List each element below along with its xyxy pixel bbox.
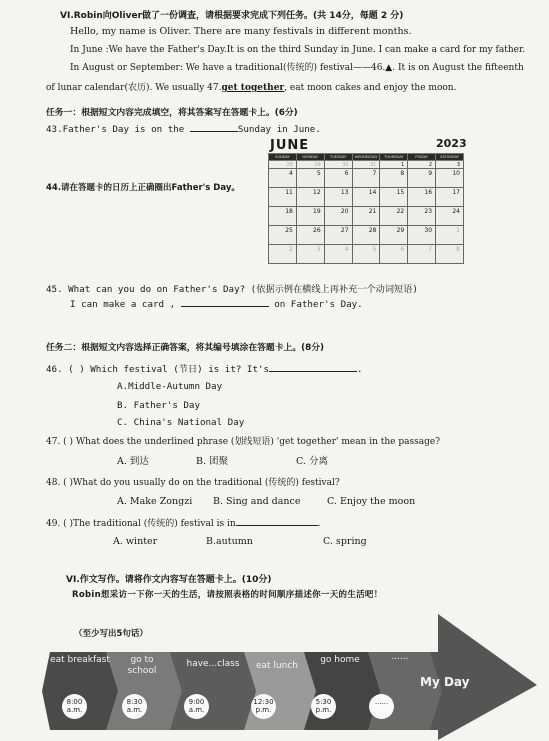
question-49: 49. ( )The traditional (传统的) festival is in . <box>46 516 321 530</box>
calendar-day[interactable]: 6 <box>380 245 408 264</box>
weekday-header: FRIDAY <box>408 154 436 161</box>
option-46-b[interactable]: B. Father's Day <box>117 400 200 411</box>
calendar-day[interactable]: 13 <box>324 188 352 207</box>
calendar-day[interactable]: 30 <box>408 226 436 245</box>
option-48-b[interactable]: B. Sing and dance <box>213 496 301 507</box>
calendar-day[interactable]: 17 <box>436 188 464 207</box>
weekday-header: WEDNESDAY <box>352 154 380 161</box>
option-46-a[interactable]: A.Middle-Autumn Day <box>117 381 223 392</box>
option-49-b[interactable]: B.autumn <box>206 536 253 547</box>
question-47: 47. ( ) What does the underlined phrase (划线短语) 'get together' mean in the passage? <box>46 437 440 447</box>
time-3: 9:00 a.m. <box>184 694 209 719</box>
calendar-day[interactable]: 24 <box>436 207 464 226</box>
calendar-day[interactable]: 1 <box>436 226 464 245</box>
calendar-day[interactable]: 8 <box>436 245 464 264</box>
activity-1: eat breakfast <box>50 655 110 665</box>
calendar-day[interactable]: 3 <box>296 245 324 264</box>
calendar-day[interactable]: 22 <box>380 207 408 226</box>
calendar-day[interactable]: 25 <box>269 226 297 245</box>
weekday-header: TUESDAY <box>324 154 352 161</box>
time-1: 8:00 a.m. <box>62 694 87 719</box>
calendar-day[interactable]: 31 <box>352 161 380 169</box>
passage-line-2: In June :We have the Father's Day.It is on the third Sunday in June. I can make a card for my father. <box>70 45 526 55</box>
question-44: 44.请在答题卡的日历上正确圈出Father's Day。 <box>46 183 240 193</box>
calendar-day[interactable]: 12 <box>296 188 324 207</box>
activity-2: go to school <box>127 655 157 676</box>
calendar-day[interactable]: 10 <box>436 169 464 188</box>
option-49-a[interactable]: A. winter <box>113 536 158 547</box>
calendar-day[interactable]: 16 <box>408 188 436 207</box>
activity-6: ...... <box>391 652 409 662</box>
writing-note: （至少写出5句话） <box>74 629 148 639</box>
calendar-day[interactable]: 28 <box>269 161 297 169</box>
task1-heading: 任务一：根据短文内容完成填空，将其答案写在答题卡上。(6分) <box>46 108 298 118</box>
calendar-day[interactable]: 3 <box>436 161 464 169</box>
writing-heading: VI.作文写作。请将作文内容写在答题卡上。(10分) <box>66 575 272 585</box>
option-46-c[interactable]: C. China's National Day <box>117 417 245 428</box>
weekday-header: SUNDAY <box>269 154 297 161</box>
time-6: ...... <box>369 694 394 719</box>
option-49-c[interactable]: C. spring <box>323 536 367 547</box>
arrow-label: My Day <box>420 675 470 689</box>
calendar-day[interactable]: 29 <box>296 161 324 169</box>
section-heading: VI.Robin向Oliver做了一份调查，请根据要求完成下列任务。(共 14分，每题 2 分) <box>60 11 404 21</box>
calendar-day[interactable]: 20 <box>324 207 352 226</box>
calendar-day[interactable]: 4 <box>269 169 297 188</box>
passage-line-1: Hello, my name is Oliver. There are many festivals in different months. <box>70 26 412 37</box>
passage-line-4: of lunar calendar(农历). We usually 47.get together, eat moon cakes and enjoy the moon. <box>46 83 457 93</box>
calendar-day[interactable]: 14 <box>352 188 380 207</box>
option-48-a[interactable]: A. Make Zongzi <box>117 496 193 507</box>
calendar-day[interactable]: 8 <box>380 169 408 188</box>
option-47-a[interactable]: A. 到达 <box>117 456 149 467</box>
question-45: 45. What can you do on Father's Day? (依据示例在横线上再补充一个动词短语) <box>46 284 418 295</box>
calendar-day[interactable]: 5 <box>352 245 380 264</box>
option-48-c[interactable]: C. Enjoy the moon <box>327 496 416 507</box>
task2-heading: 任务二：根据短文内容选择正确答案，将其编号填涂在答题卡上。(8分) <box>46 343 325 353</box>
calendar-day[interactable]: 21 <box>352 207 380 226</box>
question-46: 46. ( ) Which festival (节日) is it? It's . <box>46 364 363 375</box>
activity-4: eat lunch <box>255 661 298 671</box>
calendar-day[interactable]: 9 <box>408 169 436 188</box>
calendar-day[interactable]: 1 <box>380 161 408 169</box>
calendar-day[interactable]: 7 <box>408 245 436 264</box>
question-45-example: I can make a card , on Father's Day. <box>70 299 363 310</box>
calendar-day[interactable]: 2 <box>269 245 297 264</box>
calendar-month: JUNE <box>270 138 310 153</box>
calendar-day[interactable]: 2 <box>408 161 436 169</box>
activity-5: go home <box>320 655 360 665</box>
time-2: 8:30 a.m. <box>122 694 147 719</box>
calendar-day[interactable]: 4 <box>324 245 352 264</box>
calendar-day[interactable]: 30 <box>324 161 352 169</box>
weekday-header: SATURDAY <box>436 154 464 161</box>
option-47-c[interactable]: C. 分离 <box>296 456 328 467</box>
calendar-year: 2023 <box>436 137 467 150</box>
calendar-day[interactable]: 19 <box>296 207 324 226</box>
question-48: 48. ( )What do you usually do on the traditional (传统的) festival? <box>46 478 340 488</box>
calendar-day[interactable]: 26 <box>296 226 324 245</box>
underlined-phrase: get together <box>221 83 285 93</box>
option-47-b[interactable]: B. 团聚 <box>196 456 229 467</box>
activity-3: have...class <box>186 659 240 669</box>
time-5: 5:30 p.m. <box>311 694 336 719</box>
calendar-day[interactable]: 18 <box>269 207 297 226</box>
calendar-day[interactable]: 7 <box>352 169 380 188</box>
writing-prompt: Robin想采访一下你一天的生活，请按照表格的时间顺序描述你一天的生活吧！ <box>72 590 383 600</box>
weekday-header: MONDAY <box>296 154 324 161</box>
calendar-day[interactable]: 15 <box>380 188 408 207</box>
calendar-day[interactable]: 29 <box>380 226 408 245</box>
calendar-day[interactable]: 5 <box>296 169 324 188</box>
passage-line-3: In August or September: We have a traditional(传统的) festival——46.▲. It is on August the fifteenth <box>70 63 524 73</box>
time-4: 12:30 p.m. <box>251 694 276 719</box>
calendar-day[interactable]: 27 <box>324 226 352 245</box>
calendar-day[interactable]: 6 <box>324 169 352 188</box>
calendar-day[interactable]: 23 <box>408 207 436 226</box>
weekday-header: THURSDAY <box>380 154 408 161</box>
calendar-day[interactable]: 28 <box>352 226 380 245</box>
question-43: 43.Father's Day is on the Sunday in June. <box>46 124 321 135</box>
calendar-day[interactable]: 11 <box>269 188 297 207</box>
